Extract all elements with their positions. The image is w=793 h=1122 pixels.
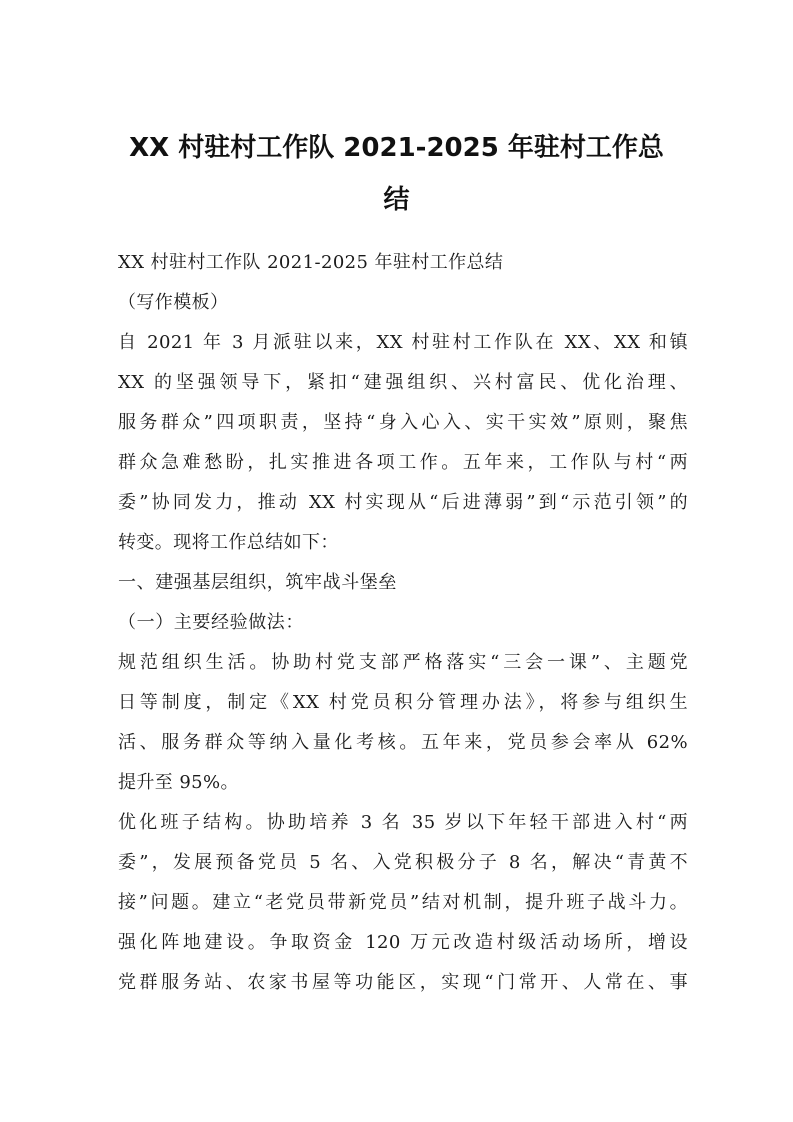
subsection-heading: （一）主要经验做法：	[118, 612, 304, 633]
paragraph-line: 群众急难愁盼，扎实推进各项工作。五年来，工作队与村“两	[118, 452, 688, 473]
title-line: XX 村驻村工作队 2021-2025 年驻村工作总	[129, 133, 664, 163]
paragraph-line: 日等制度，制定《XX 村党员积分管理办法》，将参与组织生	[118, 692, 688, 713]
paragraph-line: 服务群众”四项职责，坚持“身入心入、实干实效”原则，聚焦	[118, 412, 688, 433]
paragraph-line: 规范组织生活。协助村党支部严格落实“三会一课”、主题党	[118, 652, 688, 673]
paragraph-line: 接”问题。建立“老党员带新党员”结对机制，提升班子战斗力。	[118, 892, 688, 913]
paragraph-line: 转变。现将工作总结如下：	[118, 532, 339, 553]
title-line: 结	[383, 185, 410, 215]
document-title	[118, 122, 675, 226]
subtitle-line: XX 村驻村工作队 2021-2025 年驻村工作总结	[118, 252, 504, 273]
template-note: （写作模板）	[118, 292, 229, 313]
paragraph-line: XX 的坚强领导下，紧扣“建强组织、兴村富民、优化治理、	[118, 372, 688, 393]
paragraph-line: 强化阵地建设。争取资金 120 万元改造村级活动场所，增设	[118, 932, 688, 953]
paragraph-line: 委”，发展预备党员 5 名、入党积极分子 8 名，解决“青黄不	[118, 852, 688, 873]
paragraph-line: 党群服务站、农家书屋等功能区，实现“门常开、人常在、事	[118, 972, 688, 993]
paragraph-line: 优化班子结构。协助培养 3 名 35 岁以下年轻干部进入村“两	[118, 812, 688, 833]
paragraph-line: 委”协同发力，推动 XX 村实现从“后进薄弱”到“示范引领”的	[118, 492, 688, 513]
paragraph-line: 自 2021 年 3 月派驻以来，XX 村驻村工作队在 XX、XX 和镇	[118, 332, 688, 353]
paragraph-line: 活、服务群众等纳入量化考核。五年来，党员参会率从 62%	[118, 732, 688, 753]
section-heading: 一、建强基层组织，筑牢战斗堡垒	[118, 572, 397, 593]
document-body	[118, 243, 688, 1003]
paragraph-line: 提升至 95%。	[118, 772, 239, 793]
